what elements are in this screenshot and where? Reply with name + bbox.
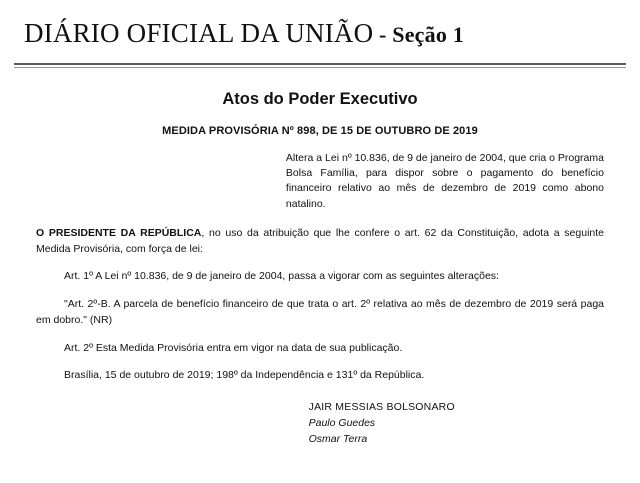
masthead-title-main: DIÁRIO OFICIAL DA UNIÃO xyxy=(24,18,374,48)
preamble-lead: O PRESIDENTE DA REPÚBLICA xyxy=(36,226,202,239)
masthead xyxy=(0,0,640,57)
bottom-spacer xyxy=(36,447,604,465)
paragraph-article-1: Art. 1º A Lei nº 10.836, de 9 de janeiro de 2004, passa a vigorar com as seguintes alterações: xyxy=(64,270,499,283)
masthead-title xyxy=(24,18,616,49)
signature-minister-economy: Paulo Guedes xyxy=(308,416,376,429)
masthead-title-section: Seção 1 xyxy=(392,22,464,47)
act-summary: Altera a Lei nº 10.836, de 9 de janeiro de 2004, que cria o Programa Bolsa Família, para dispor sobre o pagamento do benefício financeiro relativo ao mês de dezembro de 2019 como abono natalino. xyxy=(285,152,604,210)
paragraph-dateline: Brasília, 15 de outubro de 2019; 198º da Independência e 131º da República. xyxy=(64,369,425,382)
paragraph-quoted-article-2b: "Art. 2º-B. A parcela de benefício financeiro de que trata o art. 2º relativa ao mês de dezembro de 2019 será paga em dobro." (NR) xyxy=(36,298,604,326)
document-body xyxy=(0,68,640,465)
signature-president: JAIR MESSIAS BOLSONARO xyxy=(308,401,455,414)
paragraph-article-2: Art. 2º Esta Medida Provisória entra em vigor na data de sua publicação. xyxy=(64,341,403,354)
signature-block xyxy=(309,400,604,447)
preamble-rest: , no uso da atribuição que lhe confere o art. 62 da Constituição, adota a seguinte Medida Provisória, com força de lei: xyxy=(36,226,604,255)
signature-minister-citizenship: Osmar Terra xyxy=(308,432,368,445)
paragraph-preamble xyxy=(36,226,604,258)
masthead-divider-thick xyxy=(14,63,626,65)
act-title: MEDIDA PROVISÓRIA Nº 898, DE 15 DE OUTUBRO DE 2019 xyxy=(162,125,478,137)
masthead-title-separator: - xyxy=(373,22,393,47)
section-heading: Atos do Poder Executivo xyxy=(222,90,418,108)
